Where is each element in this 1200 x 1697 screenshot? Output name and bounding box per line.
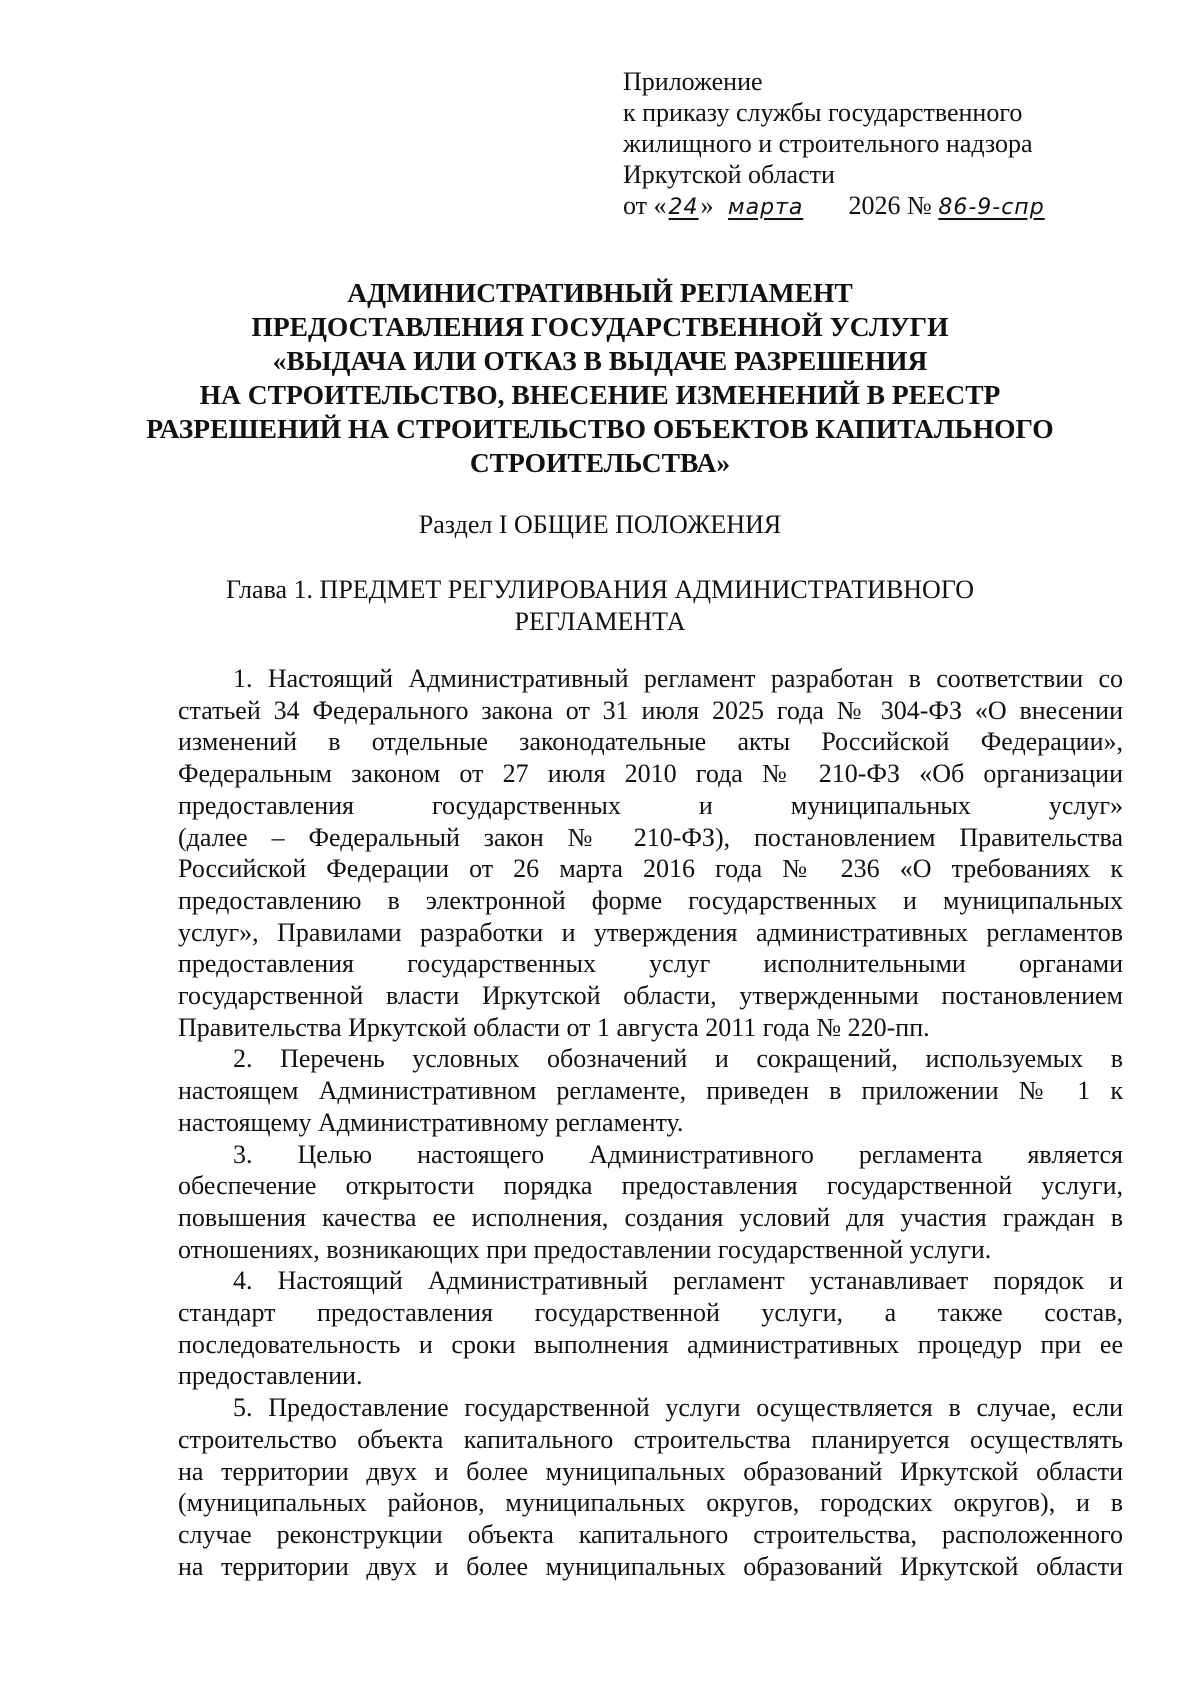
paragraph-line: Федеральным законом от 27 июля 2010 года № 210-ФЗ «Об организации — [178, 759, 1123, 789]
paragraph-line: обеспечение открытости порядка предоставления государственной услуги, — [178, 1171, 1123, 1201]
appendix-line-2: к приказу службы государственного — [623, 98, 1023, 127]
paragraph-1 — [178, 663, 1123, 1043]
chapter-line-1: Глава 1. ПРЕДМЕТ РЕГУЛИРОВАНИЯ АДМИНИСТРАТИВНОГО — [225, 575, 974, 604]
paragraph-line: услуг», Правилами разработки и утверждения административных регламентов — [178, 917, 1123, 947]
paragraph-line: последовательность и сроки выполнения административных процедур при ее — [178, 1329, 1123, 1359]
document-body — [178, 663, 1123, 1582]
paragraph-line: строительство объекта капитального строительства планируется осуществлять — [178, 1424, 1123, 1454]
paragraph-line: предоставлению в электронной форме государственных и муниципальных — [178, 885, 1123, 915]
order-prefix: от « — [623, 191, 667, 220]
paragraph-line: 2. Перечень условных обозначений и сокращений, используемых в — [233, 1044, 1123, 1074]
paragraph-line: 3. Целью настоящего Административного регламента является — [233, 1139, 1123, 1169]
paragraph-3 — [178, 1139, 1123, 1266]
order-month-handwritten: марта — [728, 195, 804, 220]
section-heading: Раздел I ОБЩИЕ ПОЛОЖЕНИЯ — [418, 510, 782, 539]
document-title — [0, 276, 1200, 480]
paragraph-line: 1. Настоящий Административный регламент разработан в соответствии со — [233, 664, 1123, 693]
title-line-1: АДМИНИСТРАТИВНЫЙ РЕГЛАМЕНТ — [347, 277, 853, 308]
title-line-5: РАЗРЕШЕНИЙ НА СТРОИТЕЛЬСТВО ОБЪЕКТОВ КАПИТАЛЬНОГО — [146, 413, 1054, 444]
appendix-line-3: жилищного и строительного надзора — [623, 129, 1033, 158]
chapter-line-2: РЕГЛАМЕНТА — [514, 607, 686, 636]
appendix-line-1: Приложение — [623, 67, 763, 96]
order-number-handwritten: 86-9-спр — [938, 195, 1045, 220]
paragraph-line: отношениях, возникающих при предоставлении государственной услуги. — [178, 1234, 992, 1264]
paragraph-line: Российской Федерации от 26 марта 2016 года № 236 «О требованиях к — [178, 854, 1123, 884]
title-line-4: НА СТРОИТЕЛЬСТВО, ВНЕСЕНИЕ ИЗМЕНЕНИЙ В РЕЕСТР — [199, 379, 1001, 410]
paragraph-2 — [178, 1043, 1123, 1138]
title-line-6: СТРОИТЕЛЬСТВА» — [469, 447, 731, 478]
paragraph-line: предоставления государственных и муниципальных услуг» — [178, 790, 1123, 820]
order-year: 2026 № — [848, 191, 932, 220]
paragraph-4 — [178, 1265, 1123, 1392]
paragraph-line: случае реконструкции объекта капитального строительства, расположенного — [178, 1519, 1123, 1549]
order-date-line — [623, 190, 1048, 223]
paragraph-line: изменений в отдельные законодательные акты Российской Федерации», — [178, 727, 1123, 757]
paragraph-line: предоставления государственных услуг исполнительными органами — [178, 949, 1123, 979]
paragraph-line: (муниципальных районов, муниципальных округов, городских округов), и в — [178, 1488, 1123, 1518]
order-close-quote: » — [700, 191, 714, 220]
title-line-3: «ВЫДАЧА ИЛИ ОТКАЗ В ВЫДАЧЕ РАЗРЕШЕНИЯ — [272, 345, 928, 376]
paragraph-line: настоящем Административном регламенте, приведен в приложении № 1 к — [178, 1076, 1123, 1106]
appendix-block — [623, 66, 1048, 223]
paragraph-line: 5. Предоставление государственной услуги осуществляется в случае, если — [233, 1393, 1123, 1423]
paragraph-line: Правительства Иркутской области от 1 августа 2011 года № 220-пп. — [178, 1012, 930, 1042]
appendix-line-4: Иркутской области — [623, 160, 835, 189]
paragraph-line: государственной власти Иркутской области, утвержденными постановлением — [178, 981, 1123, 1011]
paragraph-line: настоящему Административному регламенту. — [178, 1107, 684, 1137]
paragraph-line: статьей 34 Федерального закона от 31 июля 2025 года № 304-ФЗ «О внесении — [178, 695, 1123, 725]
order-day-handwritten: 24 — [668, 195, 699, 220]
paragraph-5 — [178, 1392, 1123, 1582]
paragraph-line: на территории двух и более муниципальных образований Иркутской области — [178, 1551, 1123, 1581]
paragraph-line: на территории двух и более муниципальных образований Иркутской области — [178, 1456, 1123, 1486]
paragraph-line: повышения качества ее исполнения, создания условий для участия граждан в — [178, 1202, 1123, 1232]
title-line-2: ПРЕДОСТАВЛЕНИЯ ГОСУДАРСТВЕННОЙ УСЛУГИ — [251, 311, 949, 342]
paragraph-line: 4. Настоящий Административный регламент устанавливает порядок и — [233, 1266, 1123, 1296]
paragraph-line: стандарт предоставления государственной услуги, а также состав, — [178, 1298, 1123, 1328]
paragraph-line: (далее – Федеральный закон № 210-ФЗ), постановлением Правительства — [178, 822, 1123, 852]
chapter-heading — [0, 574, 1200, 638]
paragraph-line: предоставлении. — [178, 1361, 363, 1391]
